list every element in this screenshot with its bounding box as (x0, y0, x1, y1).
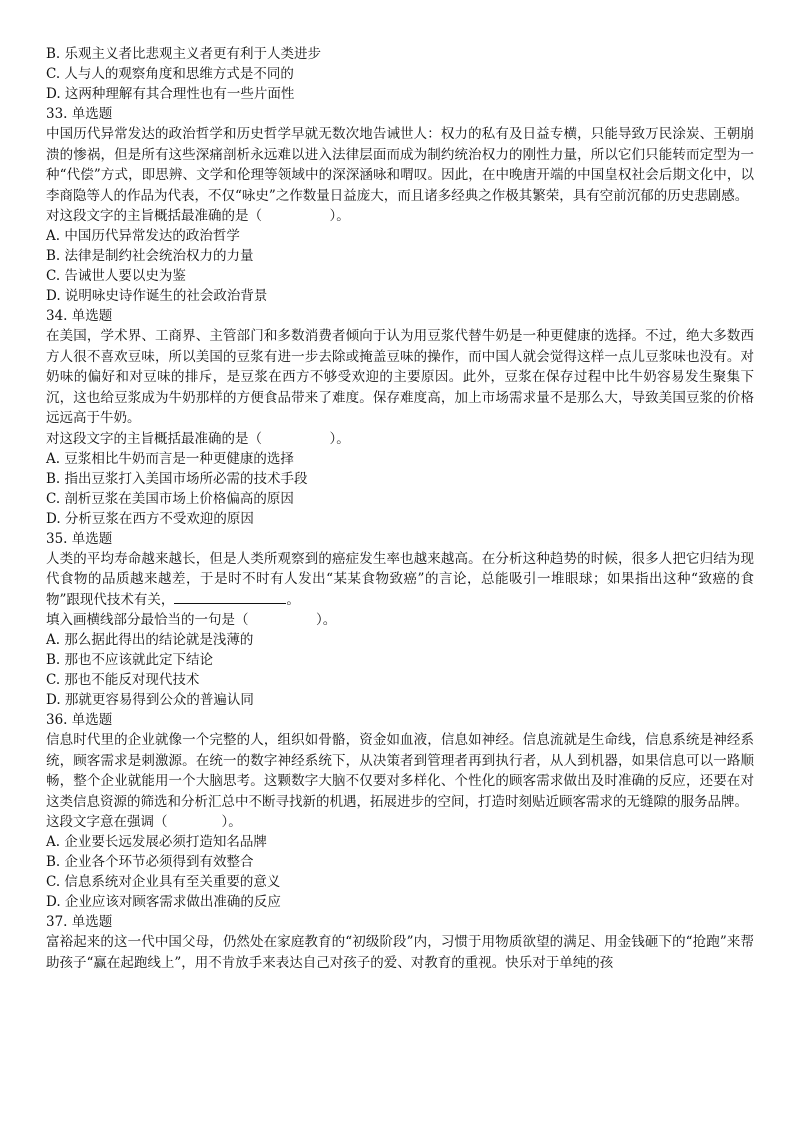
option-d[interactable]: D. 分析豆浆在西方不受欢迎的原因 (46, 510, 254, 527)
question-prompt: 这段文字意在强调（ ）。 (46, 814, 242, 830)
question-header: 35. 单选题 (46, 530, 113, 547)
option-a[interactable]: A. 中国历代异常发达的政治哲学 (46, 228, 240, 244)
option-c[interactable]: C. 人与人的观察角度和思维方式是不同的 (46, 66, 294, 82)
question-37 (46, 912, 754, 973)
passage-end: 。 (286, 591, 300, 608)
question-passage: 中国历代异常发达的政治哲学和历史哲学早就无数次地告诫世人：权力的私有及日益专横，只能导致万民涂炭、王朝崩溃的惨祸，但是所有这些深痛剖析永远难以进入法律层面而成为制约统治权力的刚性力量，所以它们只能转而定型为一种“代偿”方式，即思辨、文学和伦理等领域中的深深涵咏和喟叹。因此，在中晚唐开端的中国皇权社会后期文化中，以李商隐等人的作品为代表，不仅“咏史”之作数量日益庞大，而且诸多经典之作极其繁荣，具有空前沉郁的历史悲剧感。 (46, 126, 754, 204)
option-b[interactable]: B. 企业各个环节必须得到有效整合 (46, 854, 254, 870)
question-prompt: 填入画横线部分最恰当的一句是（ ）。 (46, 612, 337, 628)
question-prompt: 对这段文字的主旨概括最准确的是（ ）。 (46, 208, 350, 224)
question-34 (46, 306, 754, 529)
option-c[interactable]: C. 信息系统对企业具有至关重要的意义 (46, 874, 281, 890)
option-d[interactable]: D. 企业应该对顾客需求做出准确的反应 (46, 894, 281, 910)
question-33 (46, 104, 754, 306)
option-a[interactable]: A. 那么据此得出的结论就是浅薄的 (46, 632, 254, 648)
option-a[interactable]: A. 企业要长远发展必须打造知名品牌 (46, 834, 267, 850)
option-b[interactable]: B. 乐观主义者比悲观主义者更有利于人类进步 (46, 46, 322, 62)
document-page (46, 44, 754, 973)
option-d[interactable]: D. 这两种理解有其合理性也有一些片面性 (46, 86, 295, 102)
question-36 (46, 710, 754, 912)
question-passage: 富裕起来的这一代中国父母，仍然处在家庭教育的“初级阶段”内，习惯于用物质欲望的满足、用金钱砸下的“抢跑”来帮助孩子“赢在起跑线上”，用不肯放手来表达自己对孩子的爱、对教育的重视。快乐对于单纯的孩 (46, 934, 754, 971)
question-header: 33. 单选题 (46, 106, 113, 122)
option-b[interactable]: B. 那也不应该就此定下结论 (46, 652, 214, 668)
previous-question-options (46, 44, 754, 104)
option-c[interactable]: C. 那也不能反对现代技术 (46, 672, 200, 688)
option-d[interactable]: D. 说明咏史诗作诞生的社会政治背景 (46, 288, 268, 304)
option-c[interactable]: C. 剖析豆浆在美国市场上价格偏高的原因 (46, 490, 294, 507)
option-b[interactable]: B. 法律是制约社会统治权力的力量 (46, 248, 254, 264)
question-passage (46, 549, 754, 611)
option-d[interactable]: D. 那就更容易得到公众的普遍认同 (46, 692, 254, 708)
question-header: 36. 单选题 (46, 712, 113, 728)
question-header: 34. 单选题 (46, 308, 113, 324)
option-c[interactable]: C. 告诫世人要以史为鉴 (46, 268, 186, 284)
passage-text: 人类的平均寿命越来越长，但是人类所观察到的癌症发生率也越来越高。在分析这种趋势的时候，很多人把它归结为现代食物的品质越来越差，于是时不时有人发出“某某食物致癌”的言论，总能吸引一堆眼球；如果指出这种“致癌的食物”跟现代技术有关， (46, 550, 754, 608)
question-passage: 在美国，学术界、工商界、主管部门和多数消费者倾向于认为用豆浆代替牛奶是一种更健康的选择。不过，绝大多数西方人很不喜欢豆味，所以美国的豆浆有进一步去除或掩盖豆味的操作，而中国人就会觉得这样一点儿豆浆味也没有。对奶味的偏好和对豆味的排斥，是豆浆在西方不够受欢迎的主要原因。此外，豆浆在保存过程中比牛奶容易发生聚集下沉，这也给豆浆成为牛奶那样的方便食品带来了难度。保存难度高，加上市场需求量不是那么大，导致美国豆浆的价格远远高于牛奶。 (46, 328, 754, 426)
option-a[interactable]: A. 豆浆相比牛奶而言是一种更健康的选择 (46, 450, 294, 467)
question-header: 37. 单选题 (46, 914, 113, 930)
question-passage: 信息时代里的企业就像一个完整的人，组织如骨骼，资金如血液，信息如神经。信息流就是生命线，信息系统是神经系统，顾客需求是刺激源。在统一的数字神经系统下，从决策者到管理者再到执行者，从人到机器，如果信息可以一路顺畅，整个企业就能用一个大脑思考。这颗数字大脑不仅要对多样化、个性化的顾客需求做出及时准确的反应，还要在对这类信息资源的筛选和分析汇总中不断寻找新的机遇，拓展进步的空间，打造时刻贴近顾客需求的无缝隙的服务品牌。 (46, 732, 754, 810)
question-prompt: 对这段文字的主旨概括最准确的是（ ）。 (46, 430, 350, 447)
question-35 (46, 529, 754, 711)
fill-in-blank (174, 590, 286, 604)
option-b[interactable]: B. 指出豆浆打入美国市场所必需的技术手段 (46, 470, 308, 487)
